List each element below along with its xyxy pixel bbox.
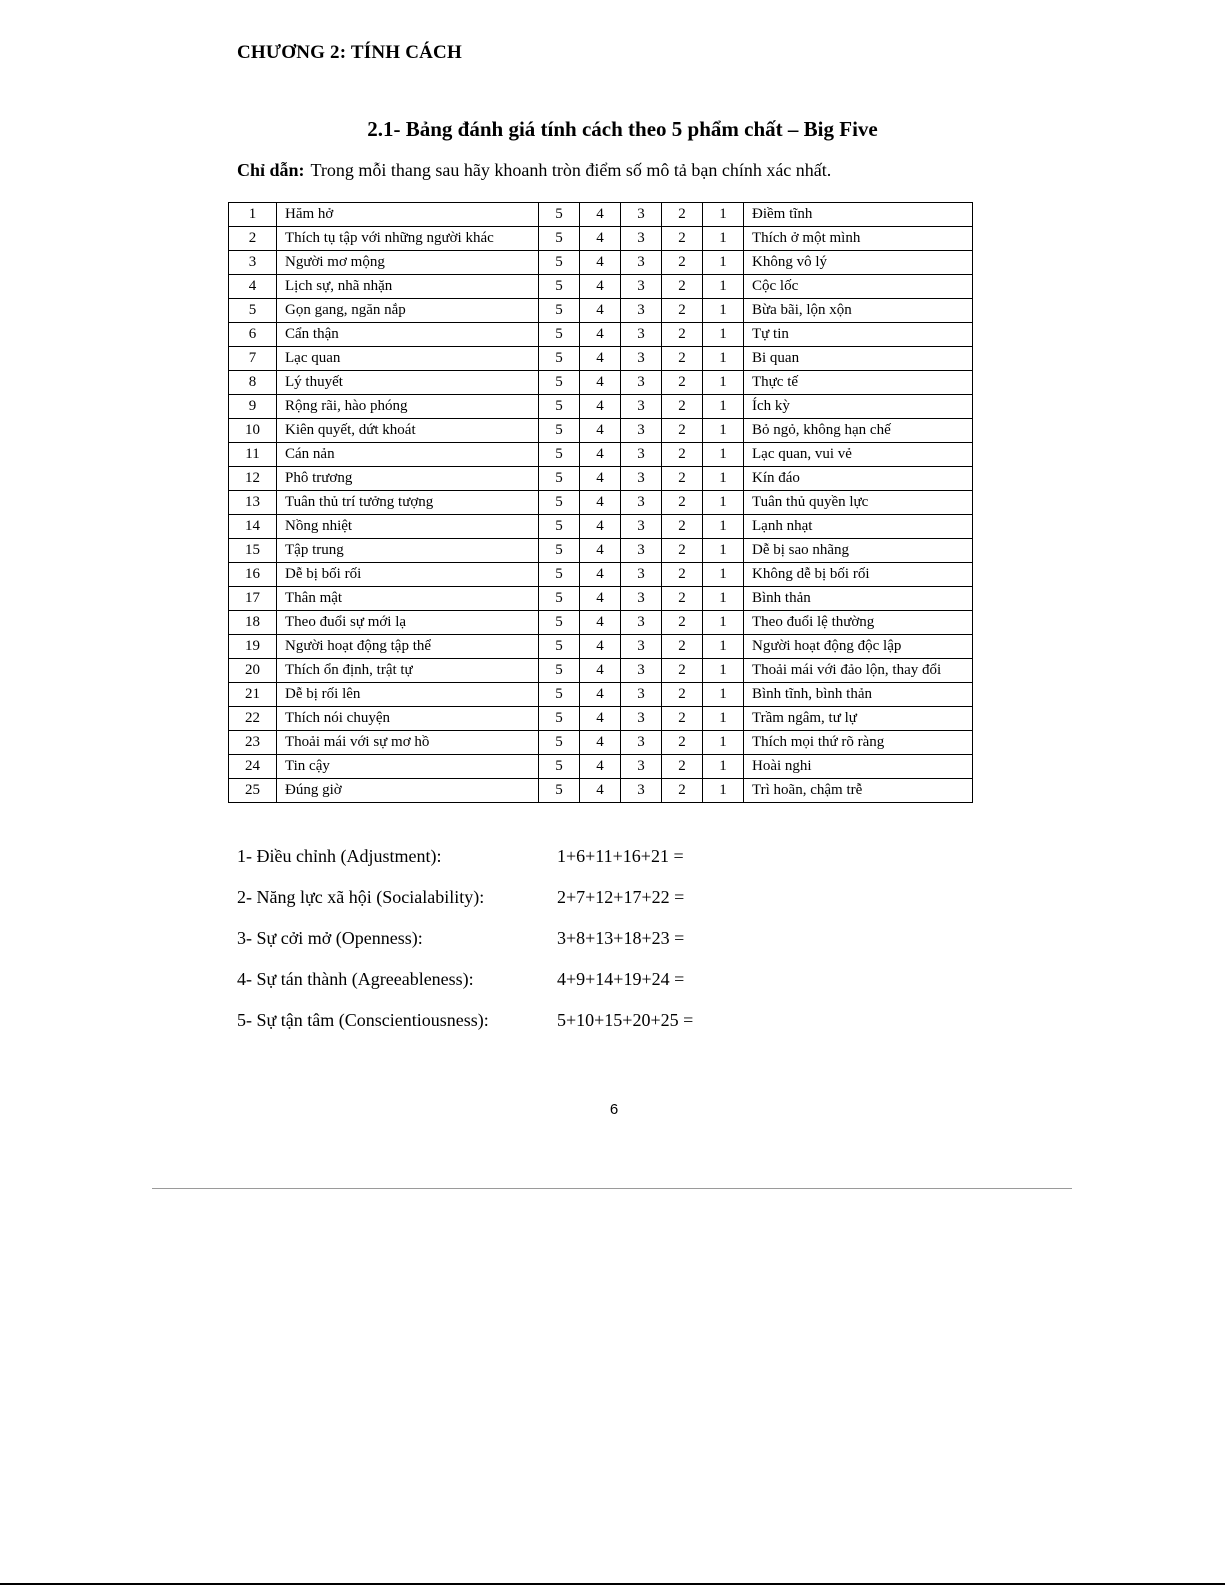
score-option[interactable]: 2 [662, 203, 703, 227]
score-option[interactable]: 3 [621, 755, 662, 779]
score-option[interactable]: 5 [539, 707, 580, 731]
score-option[interactable]: 1 [703, 731, 744, 755]
score-option[interactable]: 3 [621, 419, 662, 443]
score-option[interactable]: 5 [539, 587, 580, 611]
score-option[interactable]: 2 [662, 251, 703, 275]
trait-left: Thân mật [277, 587, 539, 611]
score-option[interactable]: 1 [703, 635, 744, 659]
score-option[interactable]: 3 [621, 635, 662, 659]
score-option[interactable]: 2 [662, 515, 703, 539]
trait-left: Đúng giờ [277, 779, 539, 803]
score-option[interactable]: 5 [539, 683, 580, 707]
score-option[interactable]: 4 [580, 683, 621, 707]
trait-left: Nồng nhiệt [277, 515, 539, 539]
score-option[interactable]: 1 [703, 563, 744, 587]
table-row [229, 275, 973, 299]
score-option[interactable]: 1 [703, 467, 744, 491]
trait-right: Hoài nghi [744, 755, 973, 779]
item-number: 12 [229, 467, 277, 491]
score-option[interactable]: 4 [580, 587, 621, 611]
score-option[interactable]: 2 [662, 779, 703, 803]
trait-left: Người hoạt động tập thể [277, 635, 539, 659]
score-option[interactable]: 1 [703, 515, 744, 539]
score-option[interactable]: 1 [703, 347, 744, 371]
score-option[interactable]: 4 [580, 755, 621, 779]
instruction-label: Chỉ dẫn: [237, 160, 305, 180]
score-option[interactable]: 5 [539, 347, 580, 371]
table-row [229, 467, 973, 491]
item-number: 17 [229, 587, 277, 611]
score-option[interactable]: 2 [662, 419, 703, 443]
score-option[interactable]: 4 [580, 323, 621, 347]
score-option[interactable]: 2 [662, 683, 703, 707]
trait-right: Trầm ngâm, tư lự [744, 707, 973, 731]
score-option[interactable]: 3 [621, 563, 662, 587]
score-option[interactable]: 1 [703, 275, 744, 299]
score-option[interactable]: 4 [580, 659, 621, 683]
score-option[interactable]: 3 [621, 323, 662, 347]
score-option[interactable]: 3 [621, 299, 662, 323]
score-option[interactable]: 4 [580, 227, 621, 251]
score-option[interactable]: 3 [621, 683, 662, 707]
score-option[interactable]: 1 [703, 395, 744, 419]
score-option[interactable]: 5 [539, 611, 580, 635]
score-option[interactable]: 1 [703, 779, 744, 803]
table-row [229, 539, 973, 563]
trait-left: Thích ổn định, trật tự [277, 659, 539, 683]
table-row [229, 251, 973, 275]
trait-right: Không vô lý [744, 251, 973, 275]
score-option[interactable]: 4 [580, 299, 621, 323]
item-number: 18 [229, 611, 277, 635]
trait-right: Bỏ ngỏ, không hạn chế [744, 419, 973, 443]
table-row [229, 683, 973, 707]
formula-expression: 2+7+12+17+22 = [557, 887, 685, 907]
table-row [229, 443, 973, 467]
trait-right: Thoải mái với đảo lộn, thay đổi [744, 659, 973, 683]
table-row [229, 323, 973, 347]
trait-right: Bình thản [744, 587, 973, 611]
trait-right: Lạc quan, vui vẻ [744, 443, 973, 467]
page-number: 6 [609, 1101, 619, 1118]
trait-right: Không dễ bị bối rối [744, 563, 973, 587]
score-option[interactable]: 1 [703, 443, 744, 467]
score-option[interactable]: 3 [621, 539, 662, 563]
score-option[interactable]: 5 [539, 371, 580, 395]
score-option[interactable]: 5 [539, 563, 580, 587]
big-five-scale-table [228, 202, 973, 803]
trait-left: Tin cậy [277, 755, 539, 779]
trait-right: Theo đuổi lệ thường [744, 611, 973, 635]
score-option[interactable]: 5 [539, 299, 580, 323]
chapter-header: CHƯƠNG 2: TÍNH CÁCH [237, 42, 462, 63]
score-option[interactable]: 4 [580, 347, 621, 371]
trait-right: Bi quan [744, 347, 973, 371]
score-option[interactable]: 3 [621, 275, 662, 299]
item-number: 11 [229, 443, 277, 467]
trait-left: Rộng rãi, hào phóng [277, 395, 539, 419]
score-option[interactable]: 2 [662, 659, 703, 683]
score-option[interactable]: 3 [621, 467, 662, 491]
score-option[interactable]: 3 [621, 347, 662, 371]
trait-left: Theo đuổi sự mới lạ [277, 611, 539, 635]
item-number: 10 [229, 419, 277, 443]
trait-right: Thích ở một mình [744, 227, 973, 251]
trait-left: Dễ bị rối lên [277, 683, 539, 707]
score-option[interactable]: 2 [662, 371, 703, 395]
score-option[interactable]: 1 [703, 683, 744, 707]
item-number: 15 [229, 539, 277, 563]
trait-left: Thoải mái với sự mơ hồ [277, 731, 539, 755]
score-option[interactable]: 3 [621, 443, 662, 467]
item-number: 23 [229, 731, 277, 755]
score-option[interactable]: 2 [662, 467, 703, 491]
score-option[interactable]: 5 [539, 539, 580, 563]
trait-right: Thích mọi thứ rõ ràng [744, 731, 973, 755]
score-option[interactable]: 1 [703, 491, 744, 515]
trait-left: Thích nói chuyện [277, 707, 539, 731]
score-option[interactable]: 5 [539, 227, 580, 251]
table-row [229, 587, 973, 611]
table-row [229, 371, 973, 395]
score-option[interactable]: 1 [703, 299, 744, 323]
trait-right: Dễ bị sao nhãng [744, 539, 973, 563]
score-option[interactable]: 4 [580, 611, 621, 635]
score-option[interactable]: 2 [662, 755, 703, 779]
formula-expression: 4+9+14+19+24 = [557, 969, 685, 989]
item-number: 19 [229, 635, 277, 659]
score-option[interactable]: 5 [539, 203, 580, 227]
scale-table-body [229, 203, 973, 803]
score-option[interactable]: 3 [621, 515, 662, 539]
item-number: 9 [229, 395, 277, 419]
score-option[interactable]: 2 [662, 347, 703, 371]
item-number: 7 [229, 347, 277, 371]
score-option[interactable]: 3 [621, 251, 662, 275]
score-option[interactable]: 2 [662, 611, 703, 635]
item-number: 6 [229, 323, 277, 347]
trait-left: Thích tụ tập với những người khác [277, 227, 539, 251]
score-option[interactable]: 1 [703, 251, 744, 275]
score-option[interactable]: 2 [662, 731, 703, 755]
trait-left: Hăm hở [277, 203, 539, 227]
score-option[interactable]: 3 [621, 203, 662, 227]
item-number: 13 [229, 491, 277, 515]
formula-label: 3- Sự cởi mở (Openness): [237, 928, 423, 948]
score-option[interactable]: 3 [621, 371, 662, 395]
score-option[interactable]: 5 [539, 515, 580, 539]
trait-right: Kín đáo [744, 467, 973, 491]
trait-right: Bình tĩnh, bình thản [744, 683, 973, 707]
trait-right: Tuân thủ quyền lực [744, 491, 973, 515]
score-option[interactable]: 4 [580, 515, 621, 539]
formula-label: 4- Sự tán thành (Agreeableness): [237, 969, 474, 989]
score-option[interactable]: 4 [580, 539, 621, 563]
instruction [237, 160, 831, 181]
score-option[interactable]: 1 [703, 419, 744, 443]
score-option[interactable]: 2 [662, 587, 703, 611]
formula-expression: 5+10+15+20+25 = [557, 1010, 694, 1030]
score-option[interactable]: 3 [621, 587, 662, 611]
score-option[interactable]: 4 [580, 419, 621, 443]
trait-right: Điềm tĩnh [744, 203, 973, 227]
score-option[interactable]: 4 [580, 395, 621, 419]
score-option[interactable]: 1 [703, 323, 744, 347]
score-option[interactable]: 5 [539, 731, 580, 755]
formula-expression: 1+6+11+16+21 = [557, 846, 684, 866]
score-option[interactable]: 5 [539, 779, 580, 803]
score-option[interactable]: 3 [621, 779, 662, 803]
score-option[interactable]: 5 [539, 755, 580, 779]
score-option[interactable]: 1 [703, 227, 744, 251]
score-option[interactable]: 2 [662, 539, 703, 563]
score-option[interactable]: 5 [539, 467, 580, 491]
score-option[interactable]: 4 [580, 707, 621, 731]
table-row [229, 707, 973, 731]
score-option[interactable]: 5 [539, 323, 580, 347]
score-option[interactable]: 3 [621, 395, 662, 419]
score-option[interactable]: 4 [580, 203, 621, 227]
item-number: 20 [229, 659, 277, 683]
score-option[interactable]: 2 [662, 443, 703, 467]
formula-expression: 3+8+13+18+23 = [557, 928, 685, 948]
score-option[interactable]: 3 [621, 659, 662, 683]
formula-label: 5- Sự tận tâm (Conscientiousness): [237, 1010, 489, 1030]
trait-left: Phô trương [277, 467, 539, 491]
score-option[interactable]: 3 [621, 227, 662, 251]
score-option[interactable]: 1 [703, 539, 744, 563]
item-number: 5 [229, 299, 277, 323]
item-number: 14 [229, 515, 277, 539]
score-option[interactable]: 2 [662, 395, 703, 419]
score-option[interactable]: 1 [703, 587, 744, 611]
trait-left: Cán nản [277, 443, 539, 467]
trait-right: Lạnh nhạt [744, 515, 973, 539]
table-row [229, 203, 973, 227]
table-row [229, 395, 973, 419]
table-row [229, 659, 973, 683]
trait-left: Lạc quan [277, 347, 539, 371]
table-row [229, 491, 973, 515]
item-number: 22 [229, 707, 277, 731]
score-option[interactable]: 5 [539, 251, 580, 275]
instruction-text: Trong mỗi thang sau hãy khoanh tròn điểm số mô tả bạn chính xác nhất. [310, 160, 832, 180]
trait-right: Cộc lốc [744, 275, 973, 299]
score-option[interactable]: 2 [662, 227, 703, 251]
trait-right: Ích kỳ [744, 395, 973, 419]
table-row [229, 347, 973, 371]
score-option[interactable]: 4 [580, 635, 621, 659]
trait-left: Người mơ mộng [277, 251, 539, 275]
item-number: 21 [229, 683, 277, 707]
table-row [229, 755, 973, 779]
score-option[interactable]: 4 [580, 371, 621, 395]
trait-left: Cẩn thận [277, 323, 539, 347]
trait-left: Tập trung [277, 539, 539, 563]
trait-right: Tự tin [744, 323, 973, 347]
score-option[interactable]: 5 [539, 419, 580, 443]
score-option[interactable]: 5 [539, 275, 580, 299]
page-divider [152, 1188, 1072, 1189]
trait-left: Lịch sự, nhã nhặn [277, 275, 539, 299]
score-option[interactable]: 5 [539, 443, 580, 467]
score-option[interactable]: 4 [580, 779, 621, 803]
score-option[interactable]: 2 [662, 299, 703, 323]
score-option[interactable]: 1 [703, 659, 744, 683]
score-option[interactable]: 5 [539, 491, 580, 515]
formula-label: 1- Điều chỉnh (Adjustment): [237, 846, 442, 866]
table-row [229, 731, 973, 755]
item-number: 16 [229, 563, 277, 587]
table-row [229, 515, 973, 539]
score-option[interactable]: 2 [662, 563, 703, 587]
table-row [229, 635, 973, 659]
trait-right: Người hoạt động độc lập [744, 635, 973, 659]
table-row [229, 563, 973, 587]
score-option[interactable]: 2 [662, 491, 703, 515]
section-title: 2.1- Bảng đánh giá tính cách theo 5 phẩm chất – Big Five [367, 117, 878, 141]
trait-left: Dễ bị bối rối [277, 563, 539, 587]
formula-label: 2- Năng lực xã hội (Socialability): [237, 887, 485, 907]
trait-left: Lý thuyết [277, 371, 539, 395]
trait-right: Trì hoãn, chậm trễ [744, 779, 973, 803]
table-row [229, 299, 973, 323]
score-option[interactable]: 4 [580, 251, 621, 275]
score-option[interactable]: 4 [580, 443, 621, 467]
score-option[interactable]: 3 [621, 707, 662, 731]
trait-left: Tuân thủ trí tưởng tượng [277, 491, 539, 515]
item-number: 2 [229, 227, 277, 251]
item-number: 25 [229, 779, 277, 803]
score-option[interactable]: 1 [703, 707, 744, 731]
score-option[interactable]: 1 [703, 203, 744, 227]
score-option[interactable]: 5 [539, 395, 580, 419]
score-option[interactable]: 2 [662, 323, 703, 347]
trait-left: Gọn gang, ngăn nắp [277, 299, 539, 323]
trait-left: Kiên quyết, dứt khoát [277, 419, 539, 443]
score-option[interactable]: 4 [580, 491, 621, 515]
item-number: 24 [229, 755, 277, 779]
score-option[interactable]: 4 [580, 563, 621, 587]
trait-right: Bừa bãi, lộn xộn [744, 299, 973, 323]
score-option[interactable]: 4 [580, 467, 621, 491]
score-option[interactable]: 3 [621, 491, 662, 515]
score-option[interactable]: 3 [621, 611, 662, 635]
item-number: 1 [229, 203, 277, 227]
score-option[interactable]: 5 [539, 635, 580, 659]
score-option[interactable]: 5 [539, 659, 580, 683]
item-number: 3 [229, 251, 277, 275]
table-row [229, 419, 973, 443]
score-option[interactable]: 2 [662, 707, 703, 731]
score-option[interactable]: 4 [580, 731, 621, 755]
item-number: 8 [229, 371, 277, 395]
table-row [229, 779, 973, 803]
trait-right: Thực tế [744, 371, 973, 395]
score-option[interactable]: 4 [580, 275, 621, 299]
table-row [229, 611, 973, 635]
item-number: 4 [229, 275, 277, 299]
score-option[interactable]: 1 [703, 755, 744, 779]
score-option[interactable]: 2 [662, 635, 703, 659]
score-option[interactable]: 3 [621, 731, 662, 755]
score-option[interactable]: 2 [662, 275, 703, 299]
score-option[interactable]: 1 [703, 371, 744, 395]
table-row [229, 227, 973, 251]
score-option[interactable]: 1 [703, 611, 744, 635]
